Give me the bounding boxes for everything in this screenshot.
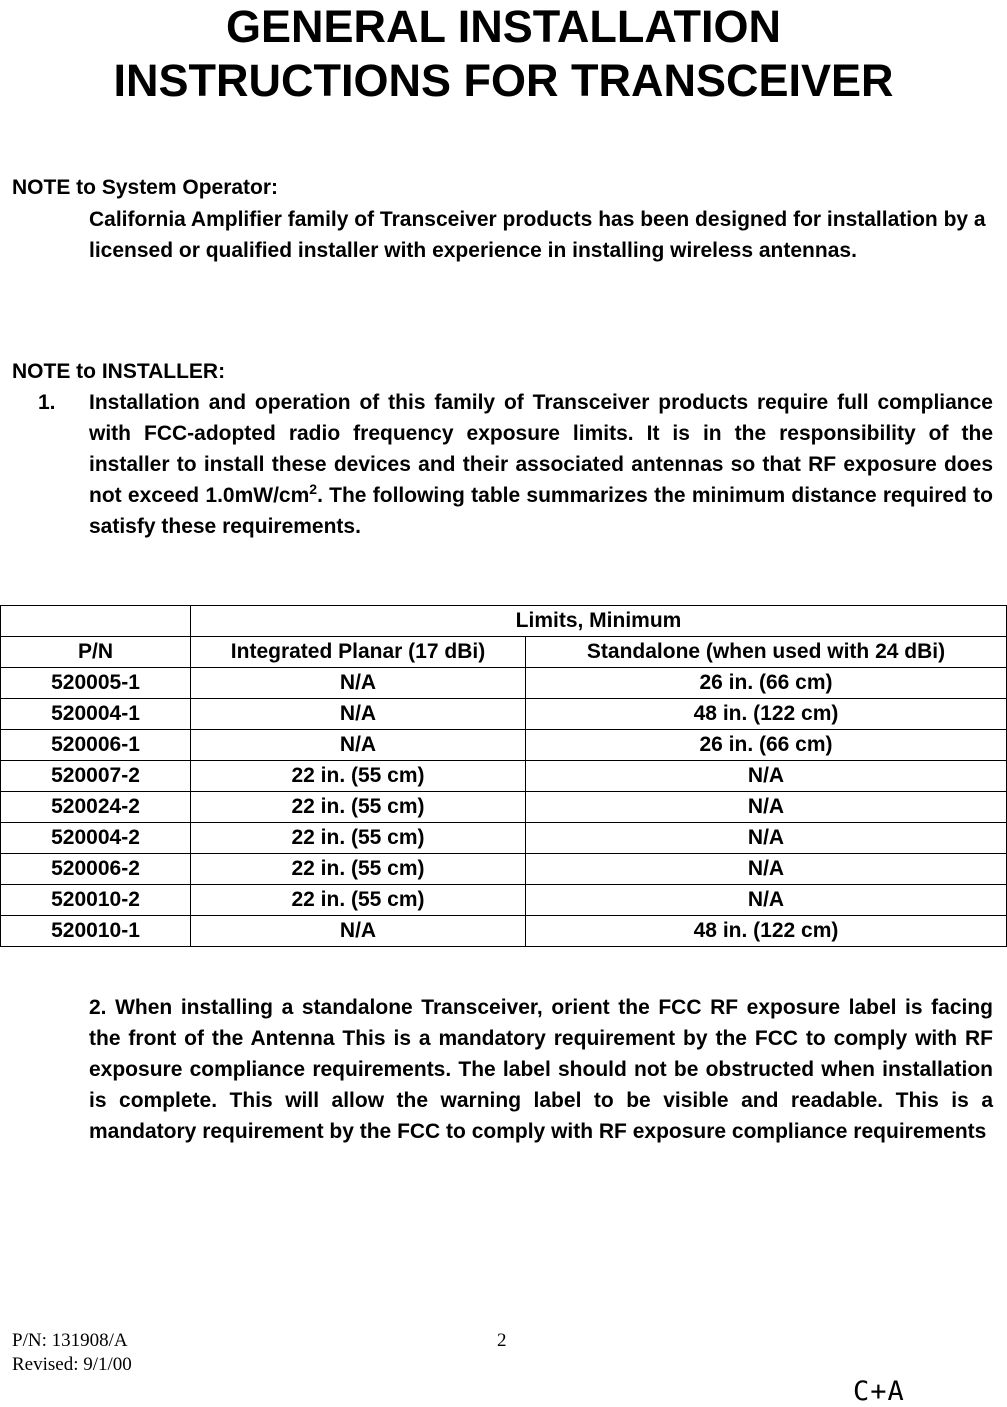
cell-standalone: 26 in. (66 cm): [526, 668, 1007, 699]
footer-page-number: 2: [497, 1330, 507, 1351]
cell-pn: 520004-2: [1, 823, 191, 854]
cell-integrated: 22 in. (55 cm): [191, 885, 526, 916]
item-1-text: [89, 387, 993, 542]
table-group-header: Limits, Minimum: [191, 606, 1007, 637]
table-row: [1, 885, 1007, 916]
cell-integrated: 22 in. (55 cm): [191, 823, 526, 854]
cell-integrated: 22 in. (55 cm): [191, 854, 526, 885]
cell-pn: 520010-1: [1, 916, 191, 947]
table-row: [1, 792, 1007, 823]
table-row: [1, 668, 1007, 699]
cell-standalone: 48 in. (122 cm): [526, 699, 1007, 730]
cell-standalone: 48 in. (122 cm): [526, 916, 1007, 947]
footer-part-number: P/N: 131908/A: [12, 1330, 128, 1351]
item-1-text-tail: . The following table summarizes the minimum distance required to satisfy these requirements.: [89, 484, 993, 538]
cell-integrated: 22 in. (55 cm): [191, 792, 526, 823]
exposure-limits-table: [0, 605, 1007, 947]
cell-standalone: N/A: [526, 823, 1007, 854]
table-header-row: [1, 637, 1007, 668]
cell-pn: 520007-2: [1, 761, 191, 792]
table-row: [1, 916, 1007, 947]
cell-standalone: N/A: [526, 761, 1007, 792]
cell-pn: 520006-2: [1, 854, 191, 885]
column-header-integrated: Integrated Planar (17 dBi): [191, 637, 526, 668]
footer-revised-date: Revised: 9/1/00: [12, 1354, 132, 1375]
operator-note-heading: NOTE to System Operator:: [12, 176, 279, 199]
cell-pn: 520004-1: [1, 699, 191, 730]
cell-standalone: N/A: [526, 885, 1007, 916]
item-1-superscript: 2: [309, 481, 318, 497]
page-title: [0, 0, 1007, 108]
table-row: [1, 761, 1007, 792]
cell-standalone: 26 in. (66 cm): [526, 730, 1007, 761]
item-1-text-main: Installation and operation of this family of Transceiver products require full compliance with FCC-adopted radio frequency exposure limits. It is in the responsibility of the installer to install these devices and their associated antennas so that RF exposure does not exceed 1.0mW/cm: [89, 391, 993, 507]
cell-integrated: N/A: [191, 730, 526, 761]
item-1-number: 1.: [38, 391, 56, 414]
item-2-text: 2. When installing a standalone Transceiver, orient the FCC RF exposure label is facing the front of the Antenna This is a mandatory requirement by the FCC to comply with RF exposure compliance requirements. The label should not be obstructed when installation is complete. This will allow the warning label to be visible and readable. This is a mandatory requirement by the FCC to comply with RF exposure compliance requirements: [89, 996, 993, 1143]
table-row: [1, 823, 1007, 854]
cell-integrated: 22 in. (55 cm): [191, 761, 526, 792]
title-line-2: INSTRUCTIONS FOR TRANSCEIVER: [113, 55, 894, 106]
column-header-pn: P/N: [1, 637, 191, 668]
installer-note-item-2: [50, 992, 993, 1147]
table-row: [1, 854, 1007, 885]
installer-note-item-1: [38, 387, 993, 542]
title-line-1: GENERAL INSTALLATION: [226, 1, 781, 52]
cell-pn: 520005-1: [1, 668, 191, 699]
cell-standalone: N/A: [526, 854, 1007, 885]
cell-integrated: N/A: [191, 668, 526, 699]
table-group-header-empty: [1, 606, 191, 637]
cell-standalone: N/A: [526, 792, 1007, 823]
table-group-header-row: [1, 606, 1007, 637]
table-row: [1, 730, 1007, 761]
column-header-standalone: Standalone (when used with 24 dBi): [526, 637, 1007, 668]
cell-pn: 520010-2: [1, 885, 191, 916]
company-mark: C+A: [853, 1376, 905, 1407]
cell-pn: 520006-1: [1, 730, 191, 761]
operator-note-body: California Amplifier family of Transceiver products has been designed for installation by a licensed or qualified installer with experience in installing wireless antennas.: [89, 208, 986, 262]
installer-note-heading: NOTE to INSTALLER:: [12, 360, 226, 383]
cell-pn: 520024-2: [1, 792, 191, 823]
cell-integrated: N/A: [191, 699, 526, 730]
cell-integrated: N/A: [191, 916, 526, 947]
table-row: [1, 699, 1007, 730]
